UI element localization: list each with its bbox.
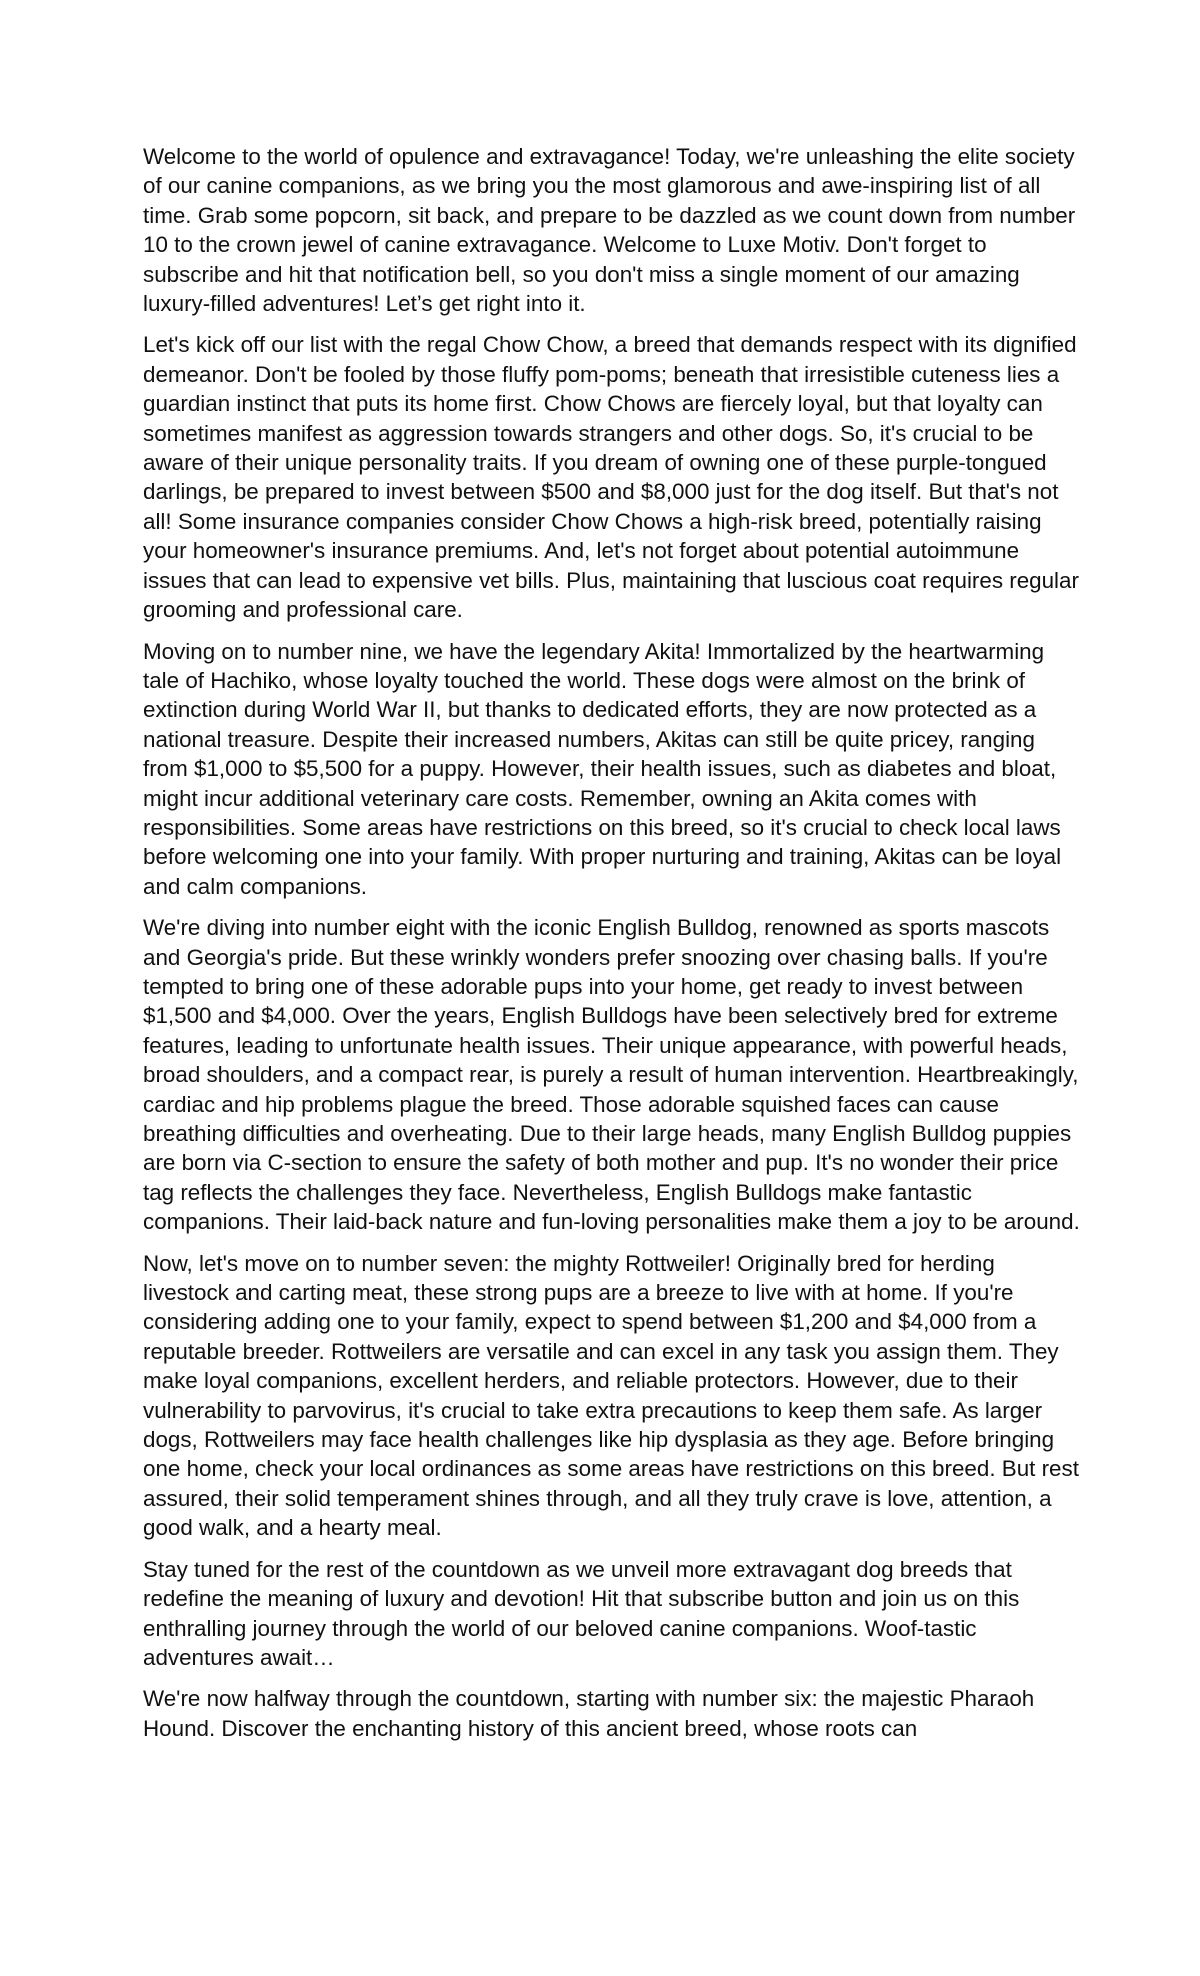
paragraph-english-bulldog: We're diving into number eight with the iconic English Bulldog, renowned as sports mascots and Georgia's pride. But these wrinkly wonders prefer snoozing over chasing balls. If you're tempted to bring one of these adorable pups into your home, get ready to invest between $1,500 and $4,000. Over the years, English Bulldogs have been selectively bred for extreme features, leading to unfortunate health issues. Their unique appearance, with powerful heads, broad shoulders, and a compact rear, is purely a result of human intervention. Heartbreakingly, cardiac and hip problems plague the breed. Those adorable squished faces can cause breathing difficulties and overheating. Due to their large heads, many English Bulldog puppies are born via C-section to ensure the safety of both mother and pup. It's no wonder their price tag reflects the challenges they face. Nevertheless, English Bulldogs make fantastic companions. Their laid-back nature and fun-loving personalities make them a joy to be around. <box>143 915 1080 1235</box>
paragraph-intro: Welcome to the world of opulence and extravagance! Today, we're unleashing the elite society of our canine companions, as we bring you the most glamorous and awe-inspiring list of all time. Grab some popcorn, sit back, and prepare to be dazzled as we count down from number 10 to the crown jewel of canine extravagance. Welcome to Luxe Motiv. Don't forget to subscribe and hit that notification bell, so you don't miss a single moment of our amazing luxury-filled adventures! Let’s get right into it. <box>143 144 1076 317</box>
paragraph-chow-chow: Let's kick off our list with the regal Chow Chow, a breed that demands respect with its dignified demeanor. Don't be fooled by those fluffy pom-poms; beneath that irresistible cuteness lies a guardian instinct that puts its home first. Chow Chows are fiercely loyal, but that loyalty can sometimes manifest as aggression towards strangers and other dogs. So, it's crucial to be aware of their unique personality traits. If you dream of owning one of these purple-tongued darlings, be prepared to invest between $500 and $8,000 just for the dog itself. But that's not all! Some insurance companies consider Chow Chows a high-risk breed, potentially raising your homeowner's insurance premiums. And, let's not forget about potential autoimmune issues that can lead to expensive vet bills. Plus, maintaining that luscious coat requires regular grooming and professional care. <box>143 332 1079 623</box>
paragraph-akita: Moving on to number nine, we have the legendary Akita! Immortalized by the heartwarming tale of Hachiko, whose loyalty touched the world. These dogs were almost on the brink of extinction during World War II, but thanks to dedicated efforts, they are now protected as a national treasure. Despite their increased numbers, Akitas can still be quite pricey, ranging from $1,000 to $5,500 for a puppy. However, their health issues, such as diabetes and bloat, might incur additional veterinary care costs. Remember, owning an Akita comes with responsibilities. Some areas have restrictions on this breed, so it's crucial to check local laws before welcoming one into your family. With proper nurturing and training, Akitas can be loyal and calm companions. <box>143 638 1062 899</box>
paragraph-rottweiler: Now, let's move on to number seven: the mighty Rottweiler! Originally bred for herding livestock and carting meat, these strong pups are a breeze to live with at home. If you're considering adding one to your family, expect to spend between $1,200 and $4,000 from a reputable breeder. Rottweilers are versatile and can excel in any task you assign them. They make loyal companions, excellent herders, and reliable protectors. However, due to their vulnerability to parvovirus, it's crucial to take extra precautions to keep them safe. As larger dogs, Rottweilers may face health challenges like hip dysplasia as they age. Before bringing one home, check your local ordinances as some areas have restrictions on this breed. But rest assured, their solid temperament shines through, and all they truly crave is love, attention, a good walk, and a hearty meal. <box>143 1250 1079 1541</box>
paragraph-stay-tuned: Stay tuned for the rest of the countdown as we unveil more extravagant dog breeds that redefine the meaning of luxury and devotion! Hit that subscribe button and join us on this enthralling journey through the world of our beloved canine companions. Woof-tastic adventures await… <box>143 1556 1020 1670</box>
document-page <box>143 142 1083 1755</box>
paragraph-pharaoh-hound: We're now halfway through the countdown, starting with number six: the majestic Pharaoh Hound. Discover the enchanting history of this ancient breed, whose roots can <box>143 1686 1035 1741</box>
